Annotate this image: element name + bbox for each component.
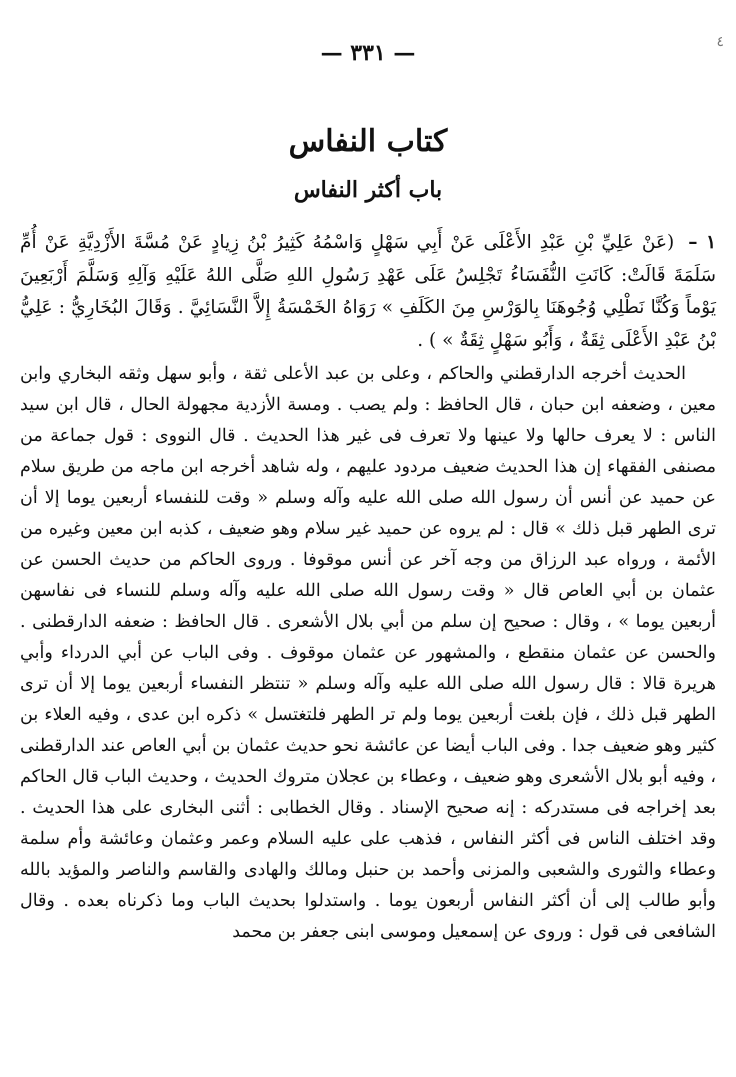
book-title: كتاب النفاس: [288, 124, 448, 159]
hadith-number: ١ –: [688, 232, 716, 253]
corner-mark: ٤: [716, 34, 724, 50]
hadith-body: (عَنْ عَلِيِّ بْنِ عَبْدِ الأَعْلَى عَنْ أَبِي سَهْلٍ وَاسْمُهُ كَثِيرُ بْنُ زِيادٍ عَنْ مُسَّةَ الأَزْدِيَّةِ عَنْ أُمِّ سَلَمَةَ قَالَتْ: كَانَتِ النُّفَسَاءُ تَجْلِسُ عَلَى عَهْدِ رَسُولِ اللهِ صَلَّى اللهُ عَلَيْهِ وَآلِهِ وَسَلَّمَ أَرْبَعِينَ يَوْماً وَكُنَّا نَطْلِي وُجُوهَنَا بِالوَرْسِ مِنَ الكَلَفِ » رَوَاهُ الخَمْسَةُ إِلاَّ النَّسَائِيَّ . وَقَالَ البُخَارِيُّ : عَلِيُّ بْنُ عَبْدِ الأَعْلَى ثِقَةٌ ، وَأَبُو سَهْلٍ ثِقَةٌ » ) .: [20, 232, 716, 351]
chapter-title: باب أكثر النفاس: [293, 177, 443, 203]
hadith-text: [20, 227, 716, 357]
commentary-text: الحديث أخرجه الدارقطني والحاكم ، وعلى بن عبد الأعلى ثقة ، وأبو سهل وثقه البخاري وابن معين ، وضعفه ابن حبان ، قال الحافظ : ولم يصب . ومسة الأزدية مجهولة الحال ، قال ابن سيد الناس : لا يعرف حالها ولا عينها ولا تعرف فى غير هذا الحديث . قال النووى : قول جماعة من مصنفى الفقهاء إن هذا الحديث ضعيف مردود عليهم ، وله شاهد أخرجه ابن ماجه من طريق سلام عن حميد عن أنس أن رسول الله صلى الله عليه وآله وسلم « وقت للنفساء أربعين يوما إلا أن ترى الطهر قبل ذلك » قال : لم يروه عن حميد غير سلام وهو ضعيف ، كذبه ابن معين وغيره من الأئمة ، ورواه عبد الرزاق من وجه آخر عن أنس موقوفا . وروى الحاكم من حديث الحسن عن عثمان بن أبي العاص قال « وقت رسول الله صلى الله عليه وآله وسلم للنساء فى نفاسهن أربعين يوما » ، وقال : صحيح إن سلم من أبي بلال الأشعرى . قال الحافظ : ضعفه الدارقطنى . والحسن عن عثمان منقطع ، والمشهور عن عثمان موقوف . وفى الباب عن أبي الدرداء وأبي هريرة قالا : قال رسول الله صلى الله عليه وآله وسلم « تنتظر النفساء أربعين يوما إلا أن ترى الطهر قبل ذلك ، فإن بلغت أربعين يوما ولم تر الطهر فلتغتسل » ذكره ابن عدى ، وفيه العلاء بن كثير وهو ضعيف جدا . وفى الباب أيضا عن عائشة نحو حديث عثمان بن أبي العاص عند الدارقطنى ، وفيه أبو بلال الأشعرى وهو ضعيف ، وعطاء بن عجلان متروك الحديث ، وحديث الباب قال الحاكم بعد إخراجه فى مستدركه : إنه صحيح الإسناد . وقال الخطابى : أثنى البخارى على هذا الحديث . وقد اختلف الناس فى أكثر النفاس ، فذهب على عليه السلام وعمر وعثمان وعائشة وأم سلمة وعطاء والثورى والشعبى والمزنى وأحمد بن حنبل ومالك والهادى والقاسم والناصر والمؤيد بالله وأبو طالب إلى أن أكثر النفاس أربعون يوما . واستدلوا بحديث الباب وما ذكرناه بعده . وقال الشافعى فى قول : وروى عن إسمعيل وموسى ابنى جعفر بن محمد: [20, 364, 716, 942]
page-number: — ٣٣١ —: [320, 40, 416, 66]
